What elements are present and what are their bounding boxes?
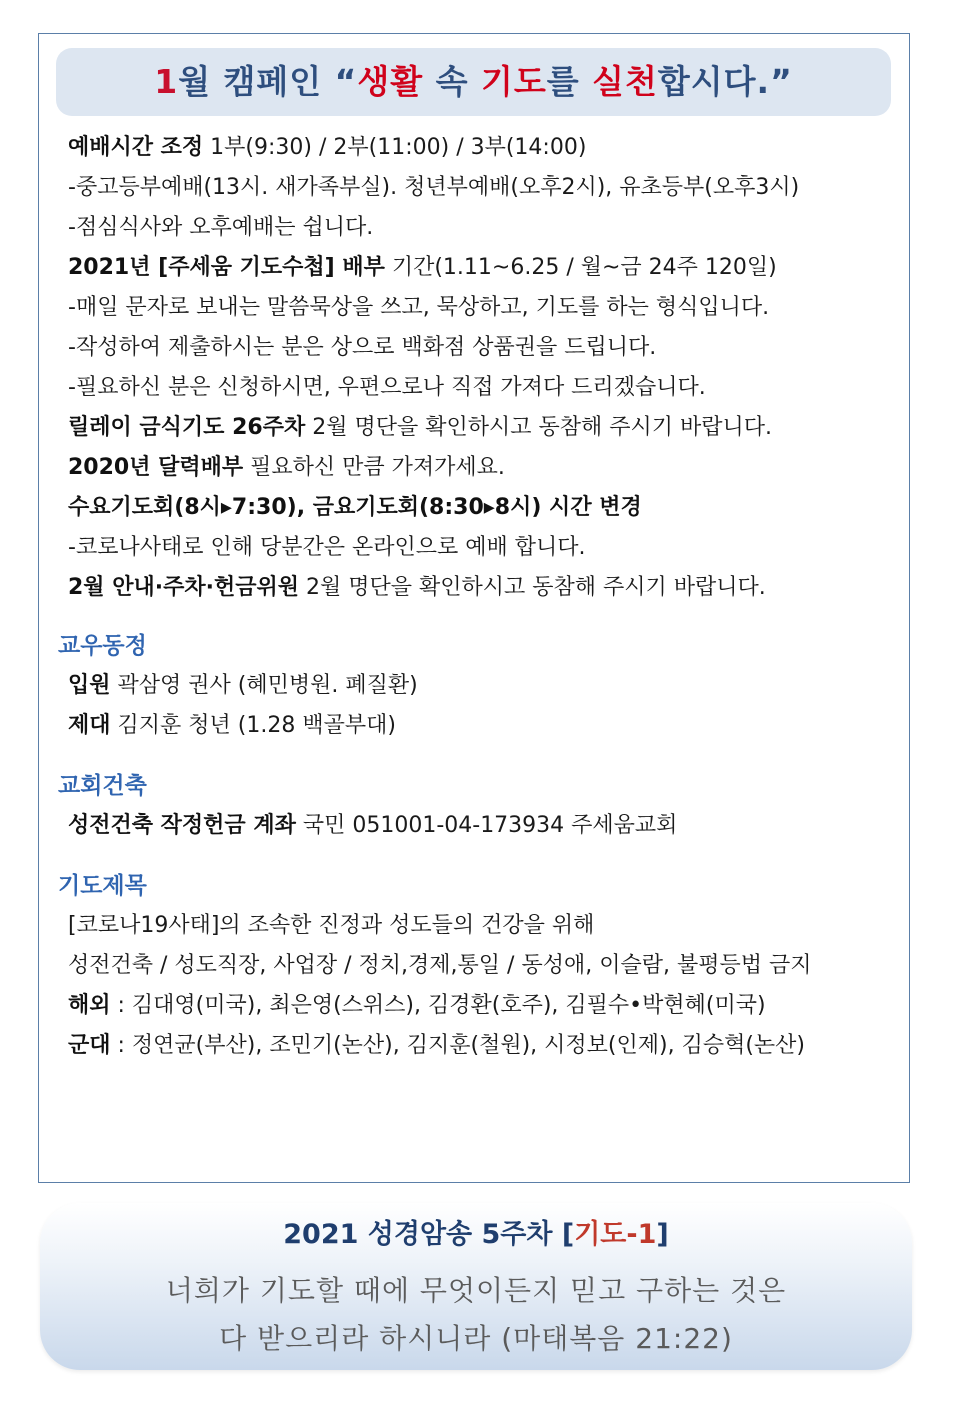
notice-item bbox=[68, 528, 898, 568]
notice-text: 2월 명단을 확인하시고 동참해 주시기 바랍니다. bbox=[298, 575, 766, 600]
verse-line-2: 다 받으리라 하시니라 (마태복음 21:22) bbox=[219, 1322, 733, 1355]
list-item bbox=[68, 906, 898, 946]
campaign-banner bbox=[56, 48, 891, 116]
notice-heading: 예배시간 조정 bbox=[68, 135, 204, 160]
notice-item bbox=[68, 368, 898, 408]
notice-text: -점심식사와 오후예배는 쉽니다. bbox=[68, 215, 374, 240]
notice-item bbox=[68, 328, 898, 368]
item-label: 해외 bbox=[68, 993, 111, 1018]
banner-month-number: 1 bbox=[154, 62, 179, 101]
notice-text: 필요하신 만큼 가져가세요. bbox=[243, 455, 505, 480]
notice-text: 기간(1.11~6.25 / 월~금 24주 120일) bbox=[384, 255, 777, 280]
notice-text: -작성하여 제출하시는 분은 상으로 백화점 상품권을 드립니다. bbox=[68, 335, 657, 360]
notice-heading: 2021년 [주세움 기도수첩] 배부 bbox=[68, 255, 385, 280]
notice-item bbox=[68, 248, 898, 288]
notice-heading: 2월 안내·주차·헌금위원 bbox=[68, 575, 299, 600]
item-text: 성전건축 / 성도직장, 사업장 / 정치,경제,통일 / 동성애, 이슬람, 불평등법 금지 bbox=[68, 953, 812, 978]
list-item bbox=[68, 666, 898, 706]
item-text: : 정연균(부산), 조민기(논산), 김지훈(철원), 시정보(인제), 김승혁(논산) bbox=[110, 1033, 805, 1058]
verse-line-1: 너희가 기도할 때에 무엇이든지 믿고 구하는 것은 bbox=[165, 1274, 787, 1307]
notice-item bbox=[68, 568, 898, 608]
banner-word-2: 기도 bbox=[481, 62, 547, 101]
notice-item bbox=[68, 448, 898, 488]
notice-heading: 수요기도회(8시▸7:30), 금요기도회(8:30▸8시) 시간 변경 bbox=[68, 495, 642, 520]
banner-word-1: 생활 bbox=[357, 62, 424, 101]
notice-heading: 2020년 달력배부 bbox=[68, 455, 244, 480]
notice-list bbox=[68, 128, 898, 608]
item-label: 군대 bbox=[68, 1033, 111, 1058]
notice-text: 1부(9:30) / 2부(11:00) / 3부(14:00) bbox=[203, 135, 587, 160]
item-text: 국민 051001-04-173934 주세움교회 bbox=[295, 813, 678, 838]
notice-item bbox=[68, 128, 898, 168]
notice-item bbox=[68, 168, 898, 208]
item-text: 곽삼영 권사 (혜민병원. 폐질환) bbox=[110, 673, 418, 698]
list-item bbox=[68, 806, 898, 846]
banner-pre: 월 캠페인 “ bbox=[178, 62, 358, 101]
list-item bbox=[68, 1026, 898, 1066]
banner-mid-2: 를 bbox=[546, 62, 593, 101]
notice-heading: 릴레이 금식기도 26주차 bbox=[68, 415, 306, 440]
list-item bbox=[68, 986, 898, 1026]
notice-text: -필요하신 분은 신청하시면, 우편으로나 직접 가져다 드리겠습니다. bbox=[68, 375, 706, 400]
verse-title bbox=[40, 1215, 912, 1255]
verse-title-post: ] bbox=[656, 1219, 669, 1250]
banner-post: 합시다.” bbox=[657, 62, 793, 101]
memory-verse-box bbox=[40, 1203, 912, 1370]
item-label: 제대 bbox=[68, 713, 111, 738]
banner-mid-1: 속 bbox=[423, 62, 481, 101]
list-item bbox=[68, 946, 898, 986]
notice-text: -매일 문자로 보내는 말씀묵상을 쓰고, 묵상하고, 기도를 하는 형식입니다. bbox=[68, 295, 770, 320]
item-label: 입원 bbox=[68, 673, 111, 698]
item-label: 성전건축 작정헌금 계좌 bbox=[68, 813, 296, 838]
notice-item bbox=[68, 288, 898, 328]
item-text: : 김대영(미국), 최은영(스위스), 김경환(호주), 김필수•박현혜(미국) bbox=[110, 993, 766, 1018]
notice-item bbox=[68, 488, 898, 528]
building-list bbox=[68, 806, 898, 846]
notice-text: -중고등부예배(13시. 새가족부실). 청년부예배(오후2시), 유초등부(오후3시) bbox=[68, 175, 800, 200]
list-item bbox=[68, 706, 898, 746]
prayer-list bbox=[68, 906, 898, 1066]
members-section-title: 교우동정 bbox=[58, 633, 147, 659]
verse-title-tag: 기도-1 bbox=[574, 1219, 657, 1250]
notice-item bbox=[68, 208, 898, 248]
item-text: [코로나19사태]의 조속한 진정과 성도들의 건강을 위해 bbox=[68, 913, 595, 938]
building-section-title: 교회건축 bbox=[58, 773, 147, 799]
prayer-section-title: 기도제목 bbox=[58, 873, 147, 899]
banner-word-3: 실천 bbox=[592, 62, 658, 101]
notice-text: -코로나사태로 인해 당분간은 온라인으로 예배 합니다. bbox=[68, 535, 586, 560]
notice-text: 2월 명단을 확인하시고 동참해 주시기 바랍니다. bbox=[305, 415, 772, 440]
item-text: 김지훈 청년 (1.28 백골부대) bbox=[110, 713, 396, 738]
members-list bbox=[68, 666, 898, 746]
notice-item bbox=[68, 408, 898, 448]
verse-title-pre: 2021 성경암송 5주차 [ bbox=[283, 1219, 575, 1250]
